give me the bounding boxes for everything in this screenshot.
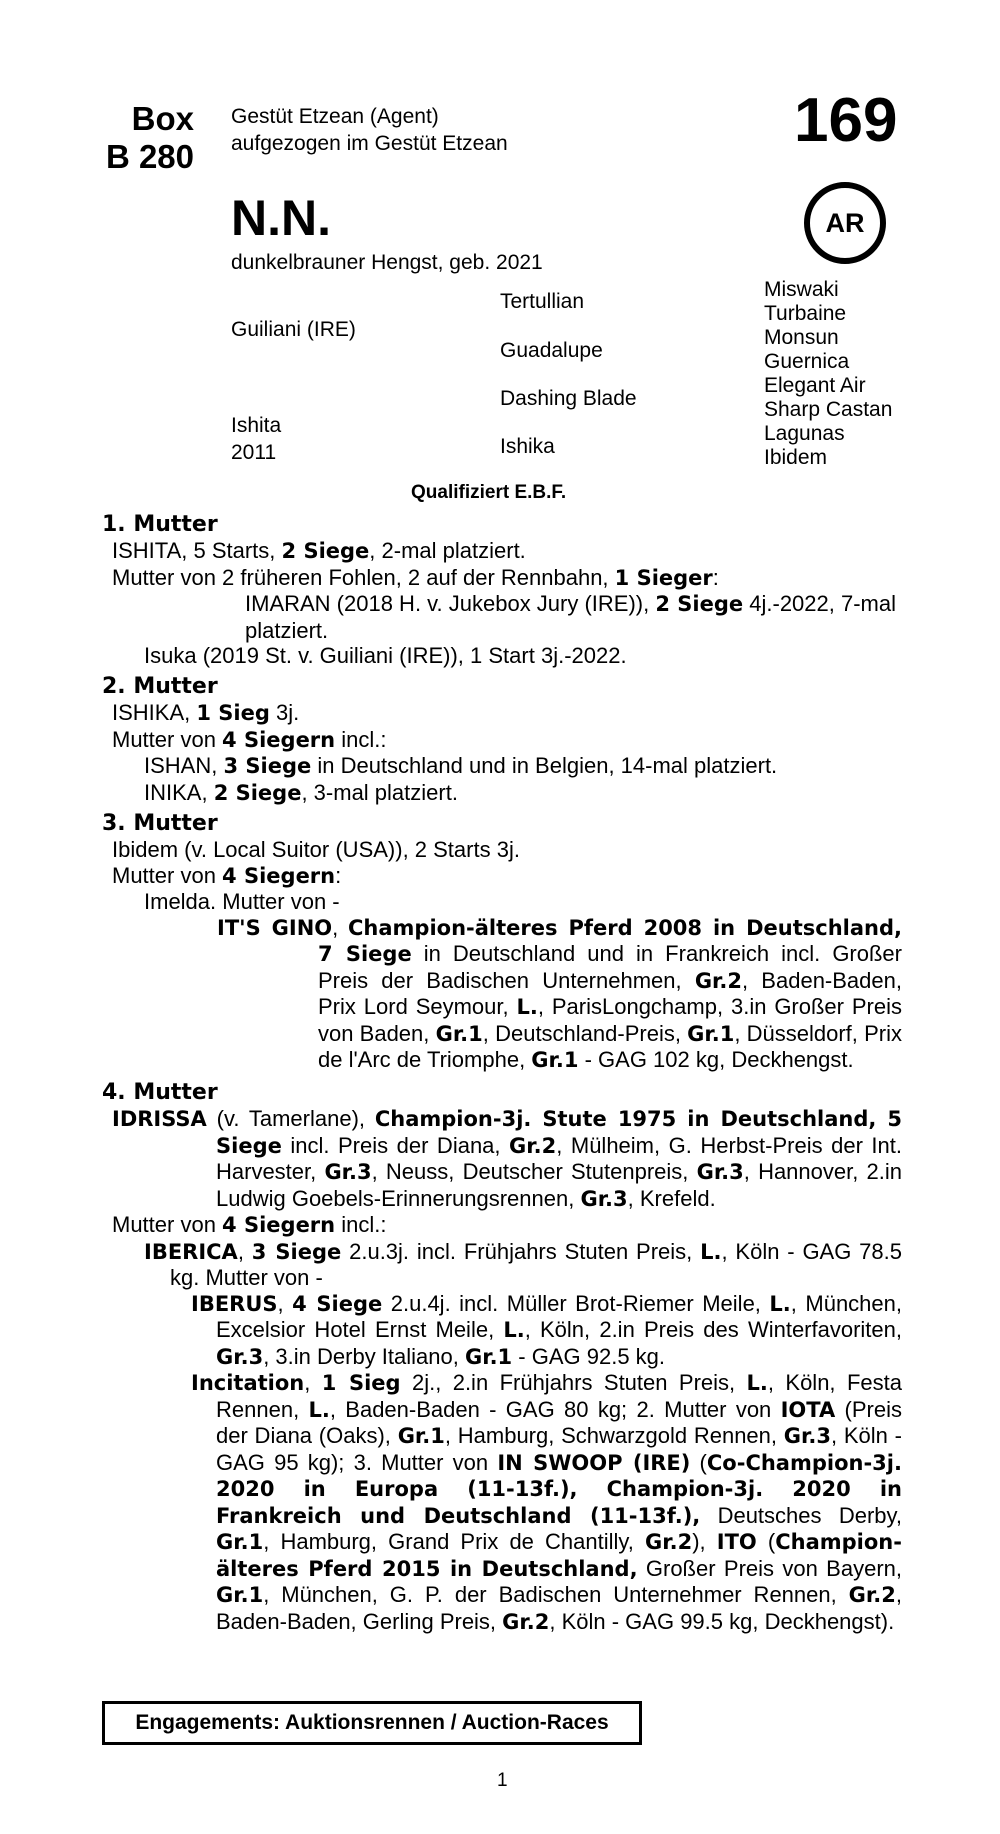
seller-info: [231, 103, 508, 157]
section-heading: 1. Mutter: [102, 512, 218, 537]
engagements-box: Engagements: Auktionsrennen / Auction-Races: [102, 1701, 642, 1745]
pedigree-dam-year: 2011: [231, 441, 277, 464]
section-mutter-4: [102, 1080, 902, 1635]
seller-agent: Gestüt Etzean (Agent): [231, 105, 439, 128]
horse-name: N.N.: [231, 190, 331, 246]
dam-line: ISHITA, 5 Starts, 2 Siege, 2-mal platziert.: [112, 538, 526, 563]
section-heading: 4. Mutter: [102, 1080, 218, 1105]
produce-entry: ISHAN, 3 Siege in Deutschland und in Belgien, 14-mal platziert.: [144, 753, 778, 778]
pedigree-gen3-3: Monsun: [764, 326, 839, 349]
lot-number: 169: [794, 86, 898, 155]
seller-breeder: aufgezogen im Gestüt Etzean: [231, 132, 508, 155]
section-heading: 3. Mutter: [102, 811, 218, 836]
produce-entry: INIKA, 2 Siege, 3-mal platziert.: [144, 779, 458, 805]
pedigree-dam-dam: Ishika: [500, 435, 555, 458]
section-mutter-1: [102, 512, 902, 669]
produce-entry: IMARAN (2018 H. v. Jukebox Jury (IRE)), 2 Siege 4j.-2022, 7-mal platziert.: [245, 591, 896, 643]
produce-entry: Imelda. Mutter von -: [144, 889, 340, 914]
box-word: Box: [131, 100, 194, 137]
pedigree-gen3-6: Sharp Castan: [764, 398, 893, 421]
dam-line: Ibidem (v. Local Suitor (USA)), 2 Starts 3j.: [112, 837, 520, 862]
pedigree-gen3-5: Elegant Air: [764, 374, 866, 397]
ar-badge: AR: [804, 182, 886, 264]
dam-line: ISHIKA, 1 Sieg 3j.: [112, 700, 300, 725]
section-heading: 2. Mutter: [102, 674, 218, 699]
horse-description: dunkelbrauner Hengst, geb. 2021: [231, 251, 543, 274]
produce-entry: Incitation, 1 Sieg 2j., 2.in Frühjahrs Stuten Preis, L., Köln, Festa Rennen, L., Baden-Baden - GAG 80 kg; 2. Mutter von IOTA (Preis der Diana (Oaks), Gr.1, Hamburg, Schwarzgold Rennen, Gr.3, Köln - GAG 95 kg); 3. Mutter von IN SWOOP (IRE) (Co-Champion-3j. 2020 in Europa (11-13f.), Champion-3j. 2020 in Frankreich und Deutschland (11-13f.), Deutsches Derby, Gr.1, Hamburg, Grand Prix de Chantilly, Gr.2), ITO (Champion-älteres Pferd 2015 in Deutschland, Großer Preis von Bayern, Gr.1, München, G. P. der Badischen Unternehmer Rennen, Gr.2, Baden-Baden, Gerling Preis, Gr.2, Köln - GAG 99.5 kg, Deckhengst).: [191, 1370, 903, 1634]
box-number: B 280: [105, 138, 194, 175]
pedigree-gen3-2: Turbaine: [764, 302, 847, 325]
section-mutter-3: [102, 811, 902, 1074]
pedigree-sire-dam: Guadalupe: [500, 339, 603, 362]
page-number: 1: [497, 1770, 508, 1791]
qualification: Qualifiziert E.B.F.: [411, 482, 567, 503]
produce-entry-detail: IT'S GINO, Champion-älteres Pferd 2008 in Deutschland, 7 Siege in Deutschland und in Frankreich incl. Großer Preis der Badischen Unternehmen, Gr.2, Baden-Baden, Prix Lord Seymour, L., ParisLongchamp, 3.in Großer Preis von Baden, Gr.1, Deutschland-Preis, Gr.1, Düsseldorf, Prix de l'Arc de Triomphe, Gr.1 - GAG 102 kg, Deckhengst.: [217, 914, 903, 1072]
pedigree-gen3-7: Lagunas: [764, 422, 845, 445]
produce-summary: Mutter von 4 Siegern:: [112, 862, 342, 888]
pedigree-gen3-1: Miswaki: [764, 278, 839, 301]
box-label: [92, 100, 194, 176]
pedigree-sire-sire: Tertullian: [500, 290, 585, 313]
pedigree-sire: Guiliani (IRE): [231, 318, 356, 341]
dam-line: IDRISSA (v. Tamerlane), Champion-3j. Stute 1975 in Deutschland, 5 Siege incl. Preis der Diana, Gr.2, Mülheim, G. Herbst-Preis der Int. Harvester, Gr.3, Neuss, Deutscher Stutenpreis, Gr.3, Hannover, 2.in Ludwig Goebels-Erinnerungsrennen, Gr.3, Krefeld.: [112, 1106, 903, 1211]
produce-summary: Mutter von 4 Siegern incl.:: [112, 1212, 387, 1237]
produce-entry: Isuka (2019 St. v. Guiliani (IRE)), 1 Start 3j.-2022.: [144, 643, 627, 668]
pedigree-gen3-4: Guernica: [764, 350, 850, 373]
section-mutter-2: [102, 674, 902, 806]
produce-entry: IBERICA, 3 Siege 2.u.3j. incl. Frühjahrs Stuten Preis, L., Köln - GAG 78.5 kg. Mutter von -: [144, 1238, 902, 1290]
pedigree-dam-sire: Dashing Blade: [500, 387, 637, 410]
produce-summary: Mutter von 4 Siegern incl.:: [112, 726, 387, 752]
pedigree-dam: Ishita: [231, 414, 282, 437]
produce-entry: IBERUS, 4 Siege 2.u.4j. incl. Müller Brot-Riemer Meile, L., München, Excelsior Hotel Ernst Meile, L., Köln, 2.in Preis des Winterfavoriten, Gr.3, 3.in Derby Italiano, Gr.1 - GAG 92.5 kg.: [191, 1290, 902, 1369]
produce-summary: Mutter von 2 früheren Fohlen, 2 auf der Rennbahn, 1 Sieger:: [112, 564, 719, 590]
pedigree-gen3-8: Ibidem: [764, 446, 828, 469]
